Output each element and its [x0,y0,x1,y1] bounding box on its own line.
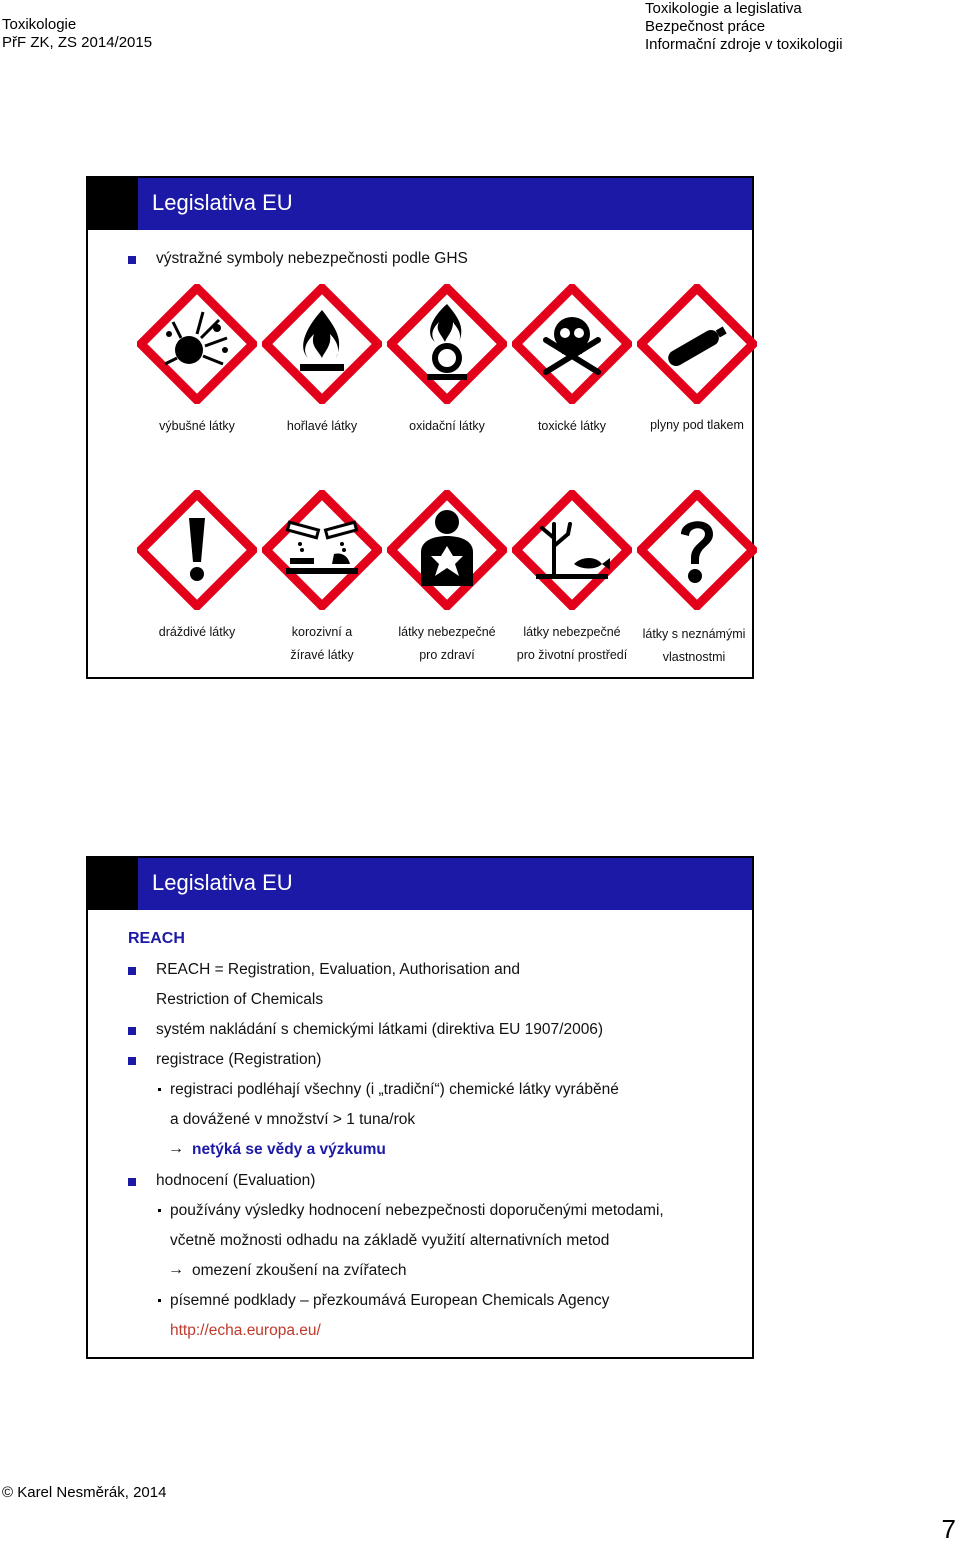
bullet-text: výstražné symboly nebezpečnosti podle GHS [156,250,468,267]
symbol-label-environment-1: látky nebezpečné [523,625,621,639]
registration-detail-line-2: a dovážené v množství > 1 tuna/rok [170,1111,416,1128]
page-number: 7 [941,1514,956,1544]
arrow-icon: → [168,1261,184,1278]
bullet-square [128,1057,136,1065]
echa-link[interactable]: http://echa.europa.eu/ [170,1322,321,1339]
bullet-square [128,1027,136,1035]
symbol-label-environment-2: pro životní prostředí [516,648,628,662]
registration-detail-line-1: registraci podléhají všechny (i „tradiční“) chemické látky vyráběné [170,1081,619,1098]
slide-title-bar [88,178,752,230]
bullet-square [128,1178,136,1186]
slide-reach [86,856,754,1359]
header-left [2,16,152,52]
question-mark-icon [637,490,757,610]
slide-ghs-symbols [86,176,754,679]
symbol-label-health-2: pro zdraví [419,648,475,662]
slide-title-bar [88,858,752,910]
symbol-label-corrosive-2: žíravé látky [290,648,354,662]
header-topic-1: Toxikologie a legislativa [645,0,802,17]
explosive-icon [137,284,257,404]
symbol-label-flammable: hořlavé látky [286,419,358,433]
echa-review-line: písemné podklady – přezkoumává European Chemicals Agency [170,1292,610,1309]
reach-definition-line-2: Restriction of Chemicals [156,991,324,1008]
symbol-label-toxic: toxické látky [537,419,607,433]
bullet-square [128,256,136,264]
reach-system-line: systém nakládání s chemickými látkami (direktiva EU 1907/2006) [156,1021,604,1038]
flame-icon [262,284,382,404]
registration-exemption: netýká se vědy a výzkumu [192,1141,386,1158]
exclamation-icon [137,490,257,610]
symbol-label-oxidizing: oxidační látky [409,419,485,433]
environment-icon [512,490,632,610]
bullet-square [128,967,136,975]
header-right [645,0,843,54]
header-topic-3: Informační zdroje v toxikologii [645,36,843,53]
symbol-label-explosive: výbušné látky [159,419,235,433]
symbol-label-health-1: látky nebezpečné [398,625,496,639]
footer-copyright: © Karel Nesměrák, 2014 [2,1484,167,1501]
reach-heading: REACH [128,930,185,947]
registration-heading: registrace (Registration) [156,1051,322,1068]
slide-title: Legislativa EU [152,190,293,215]
sub-bullet [158,1299,161,1302]
sub-bullet [158,1088,161,1091]
evaluation-heading: hodnocení (Evaluation) [156,1172,316,1189]
gas-cylinder-icon [637,284,757,404]
evaluation-detail-line-2: včetně možnosti odhadu na základě využití alternativních metod [170,1232,610,1249]
slide-title: Legislativa EU [152,870,293,895]
arrow-icon: → [168,1140,184,1157]
evaluation-detail-line-1: používány výsledky hodnocení nebezpečnosti doporučenými metodami, [170,1202,664,1219]
header-semester: PřF ZK, ZS 2014/2015 [2,34,153,51]
health-hazard-icon [387,490,507,610]
symbol-label-unknown-1: látky s neznámými [642,627,746,641]
skull-crossbones-icon [512,284,632,404]
symbol-label-unknown-2: vlastnostmi [662,650,726,664]
header-topic-2: Bezpečnost práce [645,18,766,35]
flame-over-circle-icon [387,284,507,404]
symbol-label-corrosive-1: korozivní a [291,625,353,639]
header-course: Toxikologie [2,16,77,33]
symbol-label-gas: plyny pod tlakem [650,418,744,432]
symbol-label-irritant: dráždivé látky [158,625,236,639]
corrosion-icon [262,490,382,610]
reach-definition-line-1: REACH = Registration, Evaluation, Authorisation and [156,961,521,978]
sub-bullet [158,1209,161,1212]
evaluation-animal-testing: omezení zkoušení na zvířatech [192,1262,407,1279]
